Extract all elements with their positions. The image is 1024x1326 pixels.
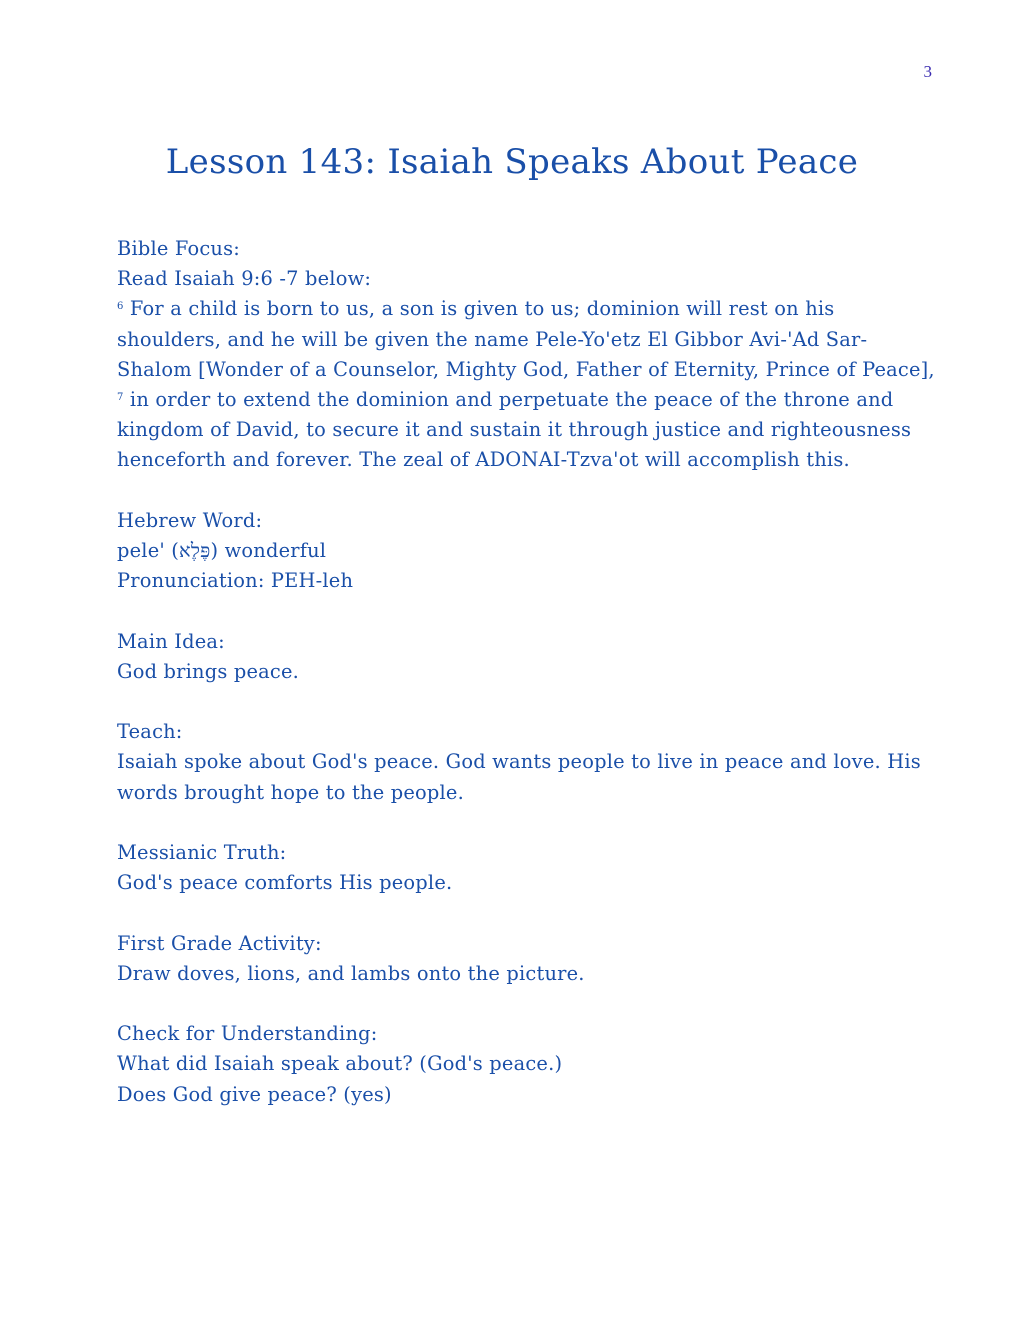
verse-7-line-2: kingdom of David, to secure it and sustain it through justice and righteousness [117,418,912,442]
teach-heading: Teach: [117,720,183,744]
hebrew-word-heading: Hebrew Word: [117,508,263,532]
verse-6-number: 6 [117,301,124,313]
page-number: 3 [923,62,932,81]
verse-7-line-3: henceforth and forever. The zeal of ADONAI-Tzva'ot will accomplish this. [117,448,850,472]
verse-6-line-3: Shalom [Wonder of a Counselor, Mighty God, Father of Eternity, Prince of Peace], [117,357,935,381]
hebrew-word-section [117,506,897,597]
bible-focus-reference: Read Isaiah 9:6 -7 below: [117,267,372,291]
first-grade-activity-text: Draw doves, lions, and lambs onto the picture. [117,961,585,985]
lesson-content [117,234,935,1140]
hebrew-word-pronunciation: Pronunciation: PEH-leh [117,569,354,593]
messianic-truth-heading: Messianic Truth: [117,841,287,864]
verse-7-line-1 [117,385,897,415]
main-idea-section [117,627,897,687]
verse-6-line-1 [117,294,897,324]
first-grade-activity-heading: First Grade Activity: [117,931,322,955]
main-idea-text: God brings peace. [117,659,299,683]
verse-7-text: in order to extend the dominion and perpetuate the peace of the throne and [123,388,894,412]
messianic-truth-text: God's peace comforts His people. [117,871,453,895]
check-for-understanding-heading: Check for Understanding: [117,1022,378,1046]
bible-focus-section [117,234,935,476]
teach-line-2: words brought hope to the people. [117,780,464,804]
bible-focus-heading: Bible Focus: [117,237,241,260]
verse-6-text: For a child is born to us, a son is given to us; dominion will rest on his [123,297,835,321]
verse-7-number: 7 [117,392,124,404]
first-grade-activity-section [117,929,897,989]
hebrew-word-text: pele' (פֶּלֶא) wonderful [117,539,327,563]
teach-line-1: Isaiah spoke about God's peace. God wants people to live in peace and love. His [117,750,921,774]
verse-6-line-2: shoulders, and he will be given the name Pele-Yo'etz El Gibbor Avi-'Ad Sar- [117,327,868,351]
teach-section [117,717,921,808]
page-title: Lesson 143: Isaiah Speaks About Peace [165,142,859,182]
check-question-2: Does God give peace? (yes) [117,1082,392,1106]
check-question-1: What did Isaiah speak about? (God's peace.) [117,1052,563,1076]
check-for-understanding-section [117,1019,897,1110]
messianic-truth-section [117,838,897,898]
main-idea-heading: Main Idea: [117,629,225,653]
